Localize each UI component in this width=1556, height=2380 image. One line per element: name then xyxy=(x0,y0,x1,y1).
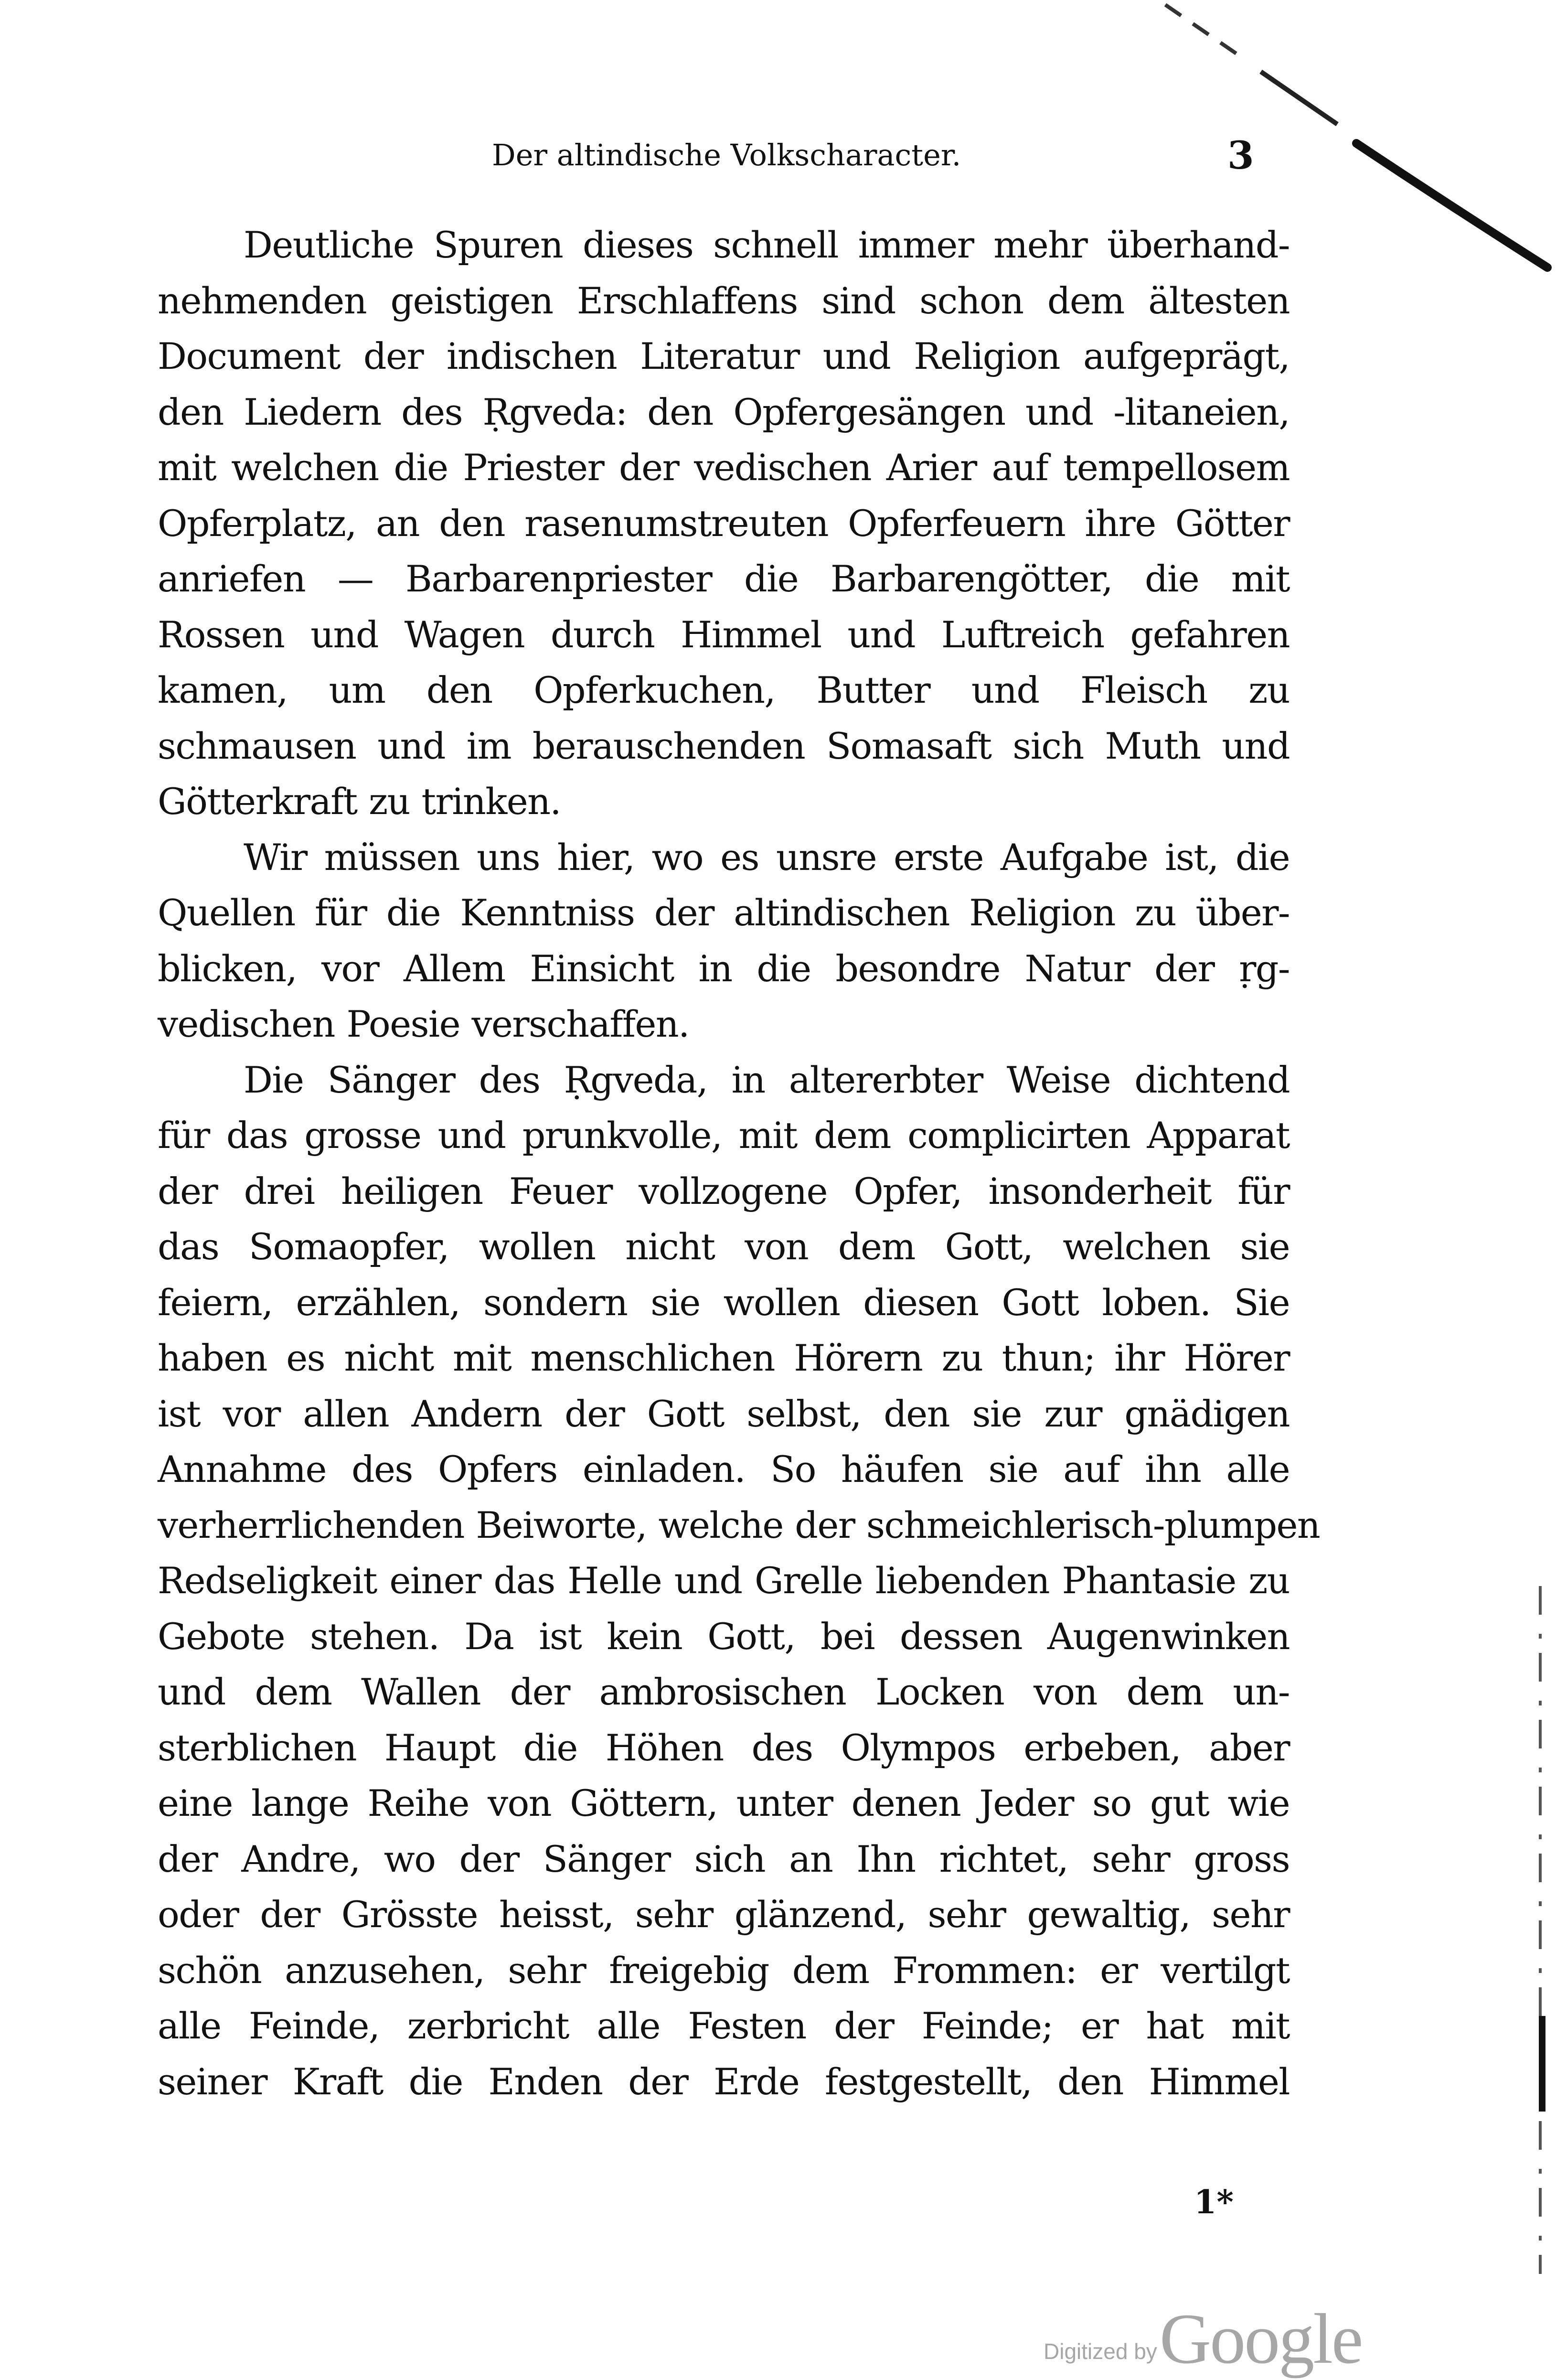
text-line: mit welchen die Priester der vedischen Arier auf tempellosem xyxy=(158,446,1290,489)
text-line: kamen, um den Opferkuchen, Butter und Fleisch zu xyxy=(158,669,1290,711)
text-line: Rossen und Wagen durch Himmel und Luftreich gefahren xyxy=(158,613,1290,656)
text-line: nehmenden geistigen Erschlaffens sind schon dem ältesten xyxy=(158,279,1290,322)
text-line: der Andre, wo der Sänger sich an Ihn richtet, sehr gross xyxy=(158,1837,1290,1880)
text-line: für das grosse und prunkvolle, mit dem complicirten Apparat xyxy=(158,1114,1290,1157)
text-line: seiner Kraft die Enden der Erde festgestellt, den Himmel xyxy=(158,2060,1290,2103)
paragraph xyxy=(158,217,1290,830)
digitized-watermark xyxy=(1044,2298,1362,2380)
text-line: oder der Grösste heisst, sehr glänzend, sehr gewaltig, sehr xyxy=(158,1893,1290,1936)
text-line: der drei heiligen Feuer vollzogene Opfer, insonderheit für xyxy=(158,1169,1290,1212)
text-line: feiern, erzählen, sondern sie wollen diesen Gott loben. Sie xyxy=(158,1281,1290,1324)
text-line: Die Sänger des Ṛgveda, in altererbter Weise dichtend xyxy=(244,1058,1290,1101)
text-line: Opferplatz, an den rasenumstreuten Opferfeuern ihre Götter xyxy=(158,502,1290,545)
body-text xyxy=(158,217,1320,2110)
text-line: Götterkraft zu trinken. xyxy=(158,780,561,823)
paragraph xyxy=(158,1052,1320,2110)
scan-streak-artifact xyxy=(1156,0,1556,287)
text-line: schön anzusehen, sehr freigebig dem Frommen: er vertilgt xyxy=(158,1949,1290,1992)
signature-mark: 1* xyxy=(1194,2183,1234,2221)
text-line: Quellen für die Kenntniss der altindischen Religion zu über- xyxy=(158,891,1290,934)
text-line: verherrlichenden Beiworte, welche der schmeichlerisch-plumpen xyxy=(158,1503,1320,1546)
watermark-brand: Google xyxy=(1159,2299,1362,2379)
text-line: Gebote stehen. Da ist kein Gott, bei dessen Augenwinken xyxy=(158,1615,1290,1658)
page-number: 3 xyxy=(1227,133,1254,178)
text-line: vedischen Poesie verschaffen. xyxy=(158,1003,689,1045)
text-line: sterblichen Haupt die Höhen des Olympos erbeben, aber xyxy=(158,1726,1290,1769)
watermark-prefix: Digitized by xyxy=(1044,2339,1157,2364)
text-line: alle Feinde, zerbricht alle Festen der Feinde; er hat mit xyxy=(158,2005,1290,2047)
text-line: Redseligkeit einer das Helle und Grelle liebenden Phantasie zu xyxy=(158,1559,1290,1602)
page-edge-artifact xyxy=(1531,1586,1550,2274)
text-line: Annahme des Opfers einladen. So häufen sie auf ihn alle xyxy=(158,1448,1290,1490)
text-line: ist vor allen Andern der Gott selbst, den sie zur gnädigen xyxy=(158,1392,1290,1435)
text-line: haben es nicht mit menschlichen Hörern zu thun; ihr Hörer xyxy=(158,1337,1290,1379)
text-line: und dem Wallen der ambrosischen Locken von dem un- xyxy=(158,1671,1290,1713)
text-line: den Liedern des Ṛgveda: den Opfergesängen und -litaneien, xyxy=(158,390,1290,433)
text-line: Document der indischen Literatur und Religion aufgeprägt, xyxy=(158,335,1290,377)
running-header: Der altindische Volkscharacter. xyxy=(492,138,961,172)
text-line: eine lange Reihe von Göttern, unter denen Jeder so gut wie xyxy=(158,1782,1290,1824)
paragraph xyxy=(158,830,1290,1052)
text-line: schmausen und im berauschenden Somasaft sich Muth und xyxy=(158,724,1290,767)
text-line: das Somaopfer, wollen nicht von dem Gott, welchen sie xyxy=(158,1225,1290,1268)
text-line: Wir müssen uns hier, wo es unsre erste Aufgabe ist, die xyxy=(244,836,1290,879)
text-line: blicken, vor Allem Einsicht in die besondre Natur der ṛg- xyxy=(158,947,1290,990)
text-line: Deutliche Spuren dieses schnell immer mehr überhand- xyxy=(244,224,1290,266)
text-line: anriefen — Barbarenpriester die Barbarengötter, die mit xyxy=(158,557,1290,600)
